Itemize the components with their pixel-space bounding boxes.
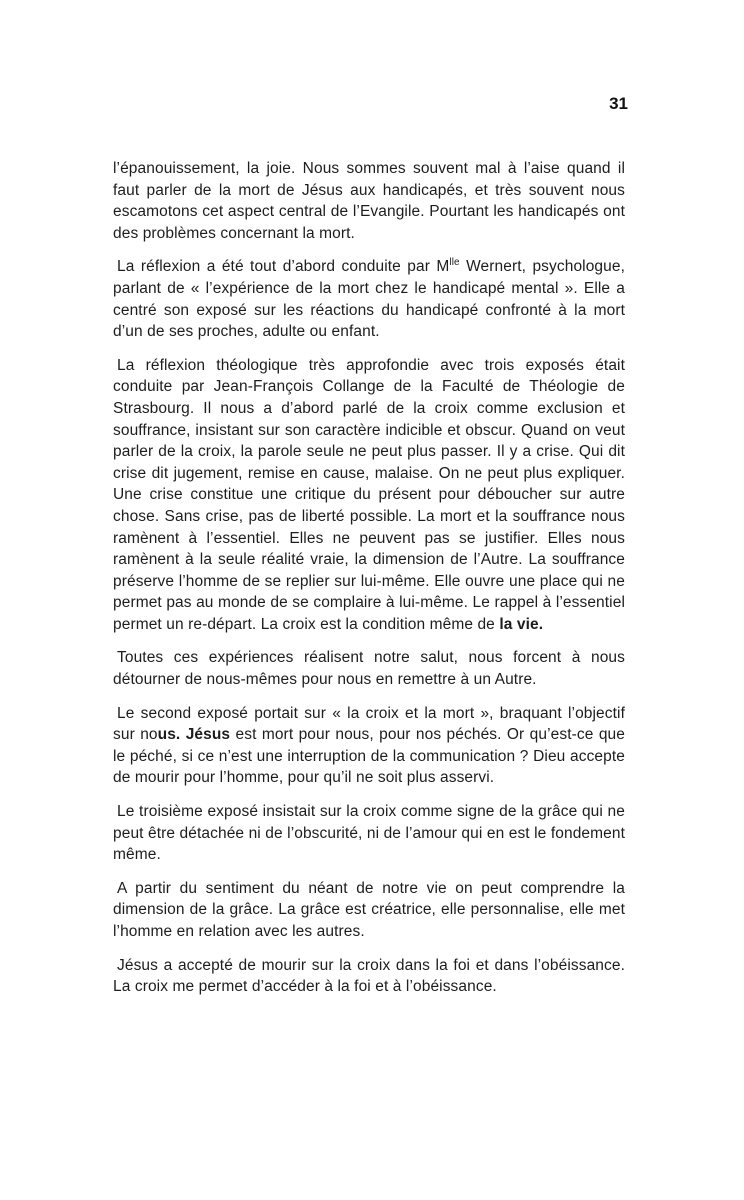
- paragraph-7: [113, 878, 625, 943]
- paragraph-8-text: Jésus a accepté de mourir sur la croix dans la foi et dans l’obéissance. La croix me permet d’accéder à la foi et à l’obéissance.: [113, 956, 625, 996]
- paragraph-3: [113, 355, 625, 636]
- paragraph-7-text: A partir du sentiment du néant de notre vie on peut comprendre la dimension de la grâce. La grâce est créatrice, elle personnalise, elle met l’homme en relation avec les autres.: [113, 879, 625, 940]
- paragraph-1-text: l’épanouissement, la joie. Nous sommes souvent mal à l’aise quand il faut parler de la mort de Jésus aux handicapés, et très souvent nous escamotons cet aspect central de l’Evangile. Pourtant les handicapés ont des problèmes concernant la mort.: [113, 160, 625, 242]
- paragraph-3-bold-end: la vie.: [499, 615, 544, 633]
- body-text: [113, 158, 625, 1010]
- paragraph-8: [113, 955, 625, 998]
- paragraph-5-text-end: est mort pour nous, pour nos péchés. Or qu’est-ce que le péché, si ce n’est une interruption de la communication ? Dieu accepte de mourir pour l’homme, pour qu’il ne soit plus asservi.: [113, 726, 625, 787]
- paragraph-4: [113, 647, 625, 690]
- paragraph-1: [113, 158, 625, 244]
- paragraph-3-text: La réflexion théologique très approfondie avec trois exposés était conduite par Jean-François Collange de la Faculté de Théologie de Strasbourg. Il nous a d’abord parlé de la croix comme exclusion et souffrance, insistant sur son caractère indicible et obscur. Quand on veut parler de la croix, la parole seule ne peut plus passer. Il y a crise. Qui dit crise dit jugement, remise en cause, malaise. On ne peut plus expliquer. Une crise constitue une critique du présent pour déboucher sur autre chose. Sans crise, pas de liberté possible. La mort et la souffrance nous ramènent à l’essentiel. Elles ne peuvent pas se justifier. Elles nous ramènent à la seule réalité vraie, la dimension de l’Autre. La souffrance préserve l’homme de se replier sur lui-même. Elle ouvre une place qui ne permet pas au monde de se complaire à lui-même. Le rappel à l’essentiel permet un re-départ. La croix est la condition même de: [113, 356, 625, 633]
- page-number: 31: [609, 94, 628, 113]
- paragraph-4-text: Toutes ces expériences réalisent notre salut, nous forcent à nous détourner de nous-mêmes pour nous en remettre à un Autre.: [113, 649, 625, 689]
- paragraph-5-bold-mid: us. Jésus: [157, 726, 231, 744]
- paragraph-2-superscript: lle: [449, 257, 460, 269]
- paragraph-5: [113, 703, 625, 789]
- paragraph-6: [113, 801, 625, 866]
- paragraph-2-text-end: Wernert, psychologue, parlant de « l’expérience de la mort chez le handicapé mental ». Elle a centré son exposé sur les réactions du handicapé confronté à la mort d’un de ses proches, adulte ou enfant.: [113, 258, 625, 341]
- paragraph-6-text: Le troisième exposé insistait sur la croix comme signe de la grâce qui ne peut être détachée ni de l’obscurité, ni de l’amour qui en est le fondement même.: [113, 803, 625, 864]
- paragraph-5-text-start: Le second exposé portait sur « la croix et la mort », braquant l’objectif sur no: [113, 704, 625, 744]
- paragraph-2: [113, 256, 625, 342]
- paragraph-2-text-start: La réflexion a été tout d’abord conduite par M: [117, 258, 450, 276]
